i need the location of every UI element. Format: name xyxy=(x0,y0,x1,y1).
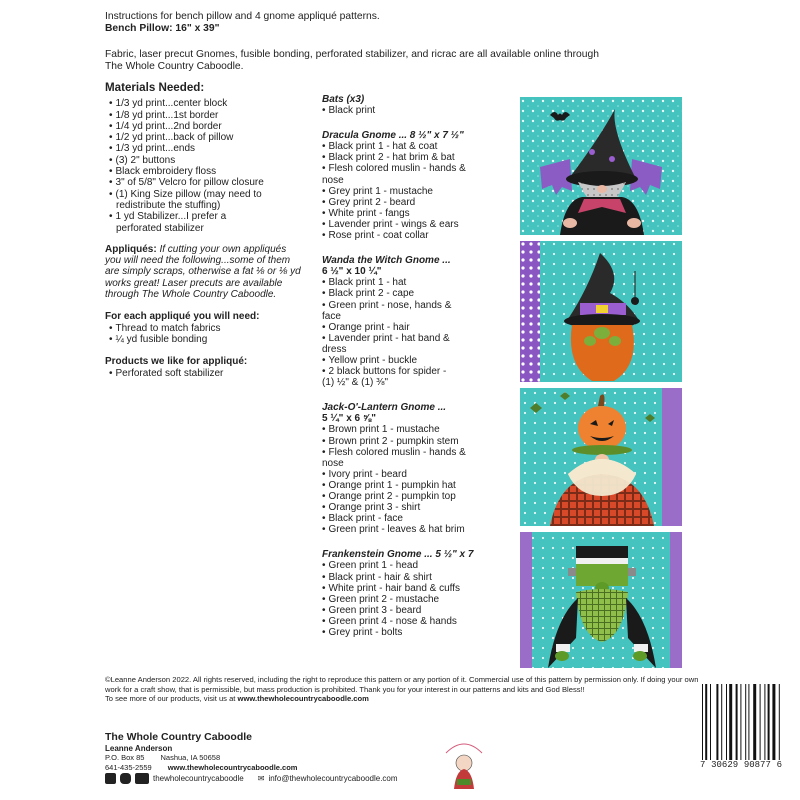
frankenstein-gnome-image xyxy=(520,532,682,668)
gnome-title: Jack-O'-Lantern Gnome ... xyxy=(322,402,447,414)
gnome-list xyxy=(322,424,517,535)
list-item: • Black print 2 - cape xyxy=(322,288,517,299)
gnome-block-dracula xyxy=(322,130,517,241)
list-item: • 1/3 yd print...center block xyxy=(105,98,305,109)
gnome-title: Frankenstein Gnome ... 5 ½" x 7 xyxy=(322,549,474,561)
barcode-bar xyxy=(721,684,722,760)
list-item: (1) ½" & (1) ⅜" xyxy=(322,377,389,389)
barcode-first-digit: 7 xyxy=(700,760,706,770)
list-item: redistribute the stuffing) xyxy=(116,199,221,211)
list-item: • Flesh colored muslin - hands & xyxy=(322,447,517,458)
more-prefix: To see more of our products, visit us at xyxy=(105,694,238,704)
barcode-bar xyxy=(702,684,703,760)
intro-availability xyxy=(105,49,705,72)
gnome-title: Bats (x3) xyxy=(322,94,365,105)
list-item: • Lavender print - hat band & xyxy=(322,333,517,344)
each-applique-heading: For each appliqué you will need: xyxy=(105,311,260,323)
list-item: nose xyxy=(322,457,344,469)
gnome-block-bats xyxy=(322,94,517,116)
list-item: • Grey print 1 - mustache xyxy=(322,186,517,197)
mail-icon: ✉ xyxy=(257,773,265,783)
list-item: • Black print - hair & shirt xyxy=(322,572,517,583)
gnome-block-jack xyxy=(322,402,517,535)
list-item: • 1/3 yd print...ends xyxy=(105,143,305,154)
company-name: The Whole Country Caboodle xyxy=(105,731,252,743)
barcode-bar xyxy=(768,684,770,760)
address-row xyxy=(105,753,435,762)
company-website[interactable]: www.thewholecountrycaboodle.com xyxy=(167,762,298,772)
barcode-bar xyxy=(705,684,707,760)
list-item: • Rose print - coat collar xyxy=(322,230,517,241)
list-item: • Thread to match fabrics xyxy=(105,323,305,334)
barcode-last-digit: 6 xyxy=(776,760,782,770)
list-item: perforated stabilizer xyxy=(116,222,204,234)
list-item: • Black print 1 - hat xyxy=(322,277,517,288)
gnome-title: Dracula Gnome ... 8 ½" x 7 ½" xyxy=(322,130,464,142)
list-item: • Green print - nose, hands & xyxy=(322,300,517,311)
appliques-label: Appliqués: xyxy=(105,243,157,255)
list-item: • ¼ yd fusible bonding xyxy=(105,334,305,345)
list-item: • 3" of 5/8" Velcro for pillow closure xyxy=(105,177,305,188)
gnome-size: 5 ¼" x 6 ⅝" xyxy=(322,413,376,425)
email-address[interactable]: info@thewholecountrycaboodle.com xyxy=(268,773,398,783)
barcode-bar xyxy=(764,684,765,760)
list-item: • Green print 1 - head xyxy=(322,560,517,571)
list-item: • Black print 1 - hat & coat xyxy=(322,141,517,152)
company-info xyxy=(105,731,435,772)
barcode-bar xyxy=(760,684,761,760)
barcode-bar xyxy=(748,684,749,760)
intro-line: Instructions for bench pillow and 4 gnome appliqué patterns. xyxy=(105,11,380,22)
social-handle[interactable]: thewholecountrycaboodle xyxy=(153,773,244,783)
availability-line: Fabric, laser precut Gnomes, fusible bonding, perforated stabilizer, and ricrac are all available online through xyxy=(105,49,599,60)
list-item: • Orange print 2 - pumpkin top xyxy=(322,491,517,502)
list-item: • Orange print - hair xyxy=(322,322,517,333)
gnome-block-witch xyxy=(322,255,517,388)
list-item: • Brown print 1 - mustache xyxy=(322,424,517,435)
list-item: • (3) 2" buttons xyxy=(105,155,305,166)
list-item: • 1/2 yd print...back of pillow xyxy=(105,132,305,143)
list-item: • Flesh colored muslin - hands & xyxy=(322,163,517,174)
instagram-icon[interactable] xyxy=(120,773,131,784)
phone: 641-435-2559 xyxy=(105,762,152,772)
list-item: • Black print xyxy=(322,105,517,116)
gnome-block-frankenstein xyxy=(322,549,517,638)
list-item: • 1 yd Stabilizer...I prefer a xyxy=(105,211,305,222)
appliques-text: If cutting your own appliqués you will need the following...some of them are simply scraps, otherwise a fat ⅛ or ⅛ yd works great! Laser precuts are available through The Whole Country Caboodle. xyxy=(105,243,301,301)
barcode-right-group: 90877 xyxy=(743,760,771,770)
barcode-bar xyxy=(740,684,741,760)
each-applique-list xyxy=(105,323,305,346)
dracula-gnome-image xyxy=(520,97,682,235)
author-name: Leanne Anderson xyxy=(105,744,173,753)
barcode-bar xyxy=(716,684,718,760)
list-item: • 2 black buttons for spider - xyxy=(322,366,517,377)
materials-list xyxy=(105,98,305,234)
gnome-list xyxy=(322,141,517,241)
list-item: • (1) King Size pillow (may need to xyxy=(105,189,305,200)
witch-gnome-image xyxy=(520,241,682,382)
website-link[interactable]: www.thewholecountrycaboodle.com xyxy=(237,694,369,704)
company-logo xyxy=(440,735,488,791)
list-item: • White print - hair band & cuffs xyxy=(322,583,517,594)
list-item: • Lavender print - wings & ears xyxy=(322,219,517,230)
barcode-bar xyxy=(753,684,756,760)
list-item: • Black embroidery floss xyxy=(105,166,305,177)
gnome-list xyxy=(322,560,517,638)
list-item: • Green print 2 - mustache xyxy=(322,594,517,605)
gnome-materials-column xyxy=(322,94,517,652)
facebook-icon[interactable] xyxy=(105,773,116,784)
gnome-list xyxy=(322,105,517,116)
barcode-bar xyxy=(729,684,732,760)
products-list xyxy=(105,368,305,379)
city: Nashua, IA 50658 xyxy=(160,753,221,763)
barcode-bar xyxy=(772,684,775,760)
list-item: • Orange print 3 - shirt xyxy=(322,502,517,513)
gnome-list xyxy=(322,277,517,388)
list-item: • Green print 3 - beard xyxy=(322,605,517,616)
list-item: face xyxy=(322,310,341,322)
jack-o-lantern-gnome-image xyxy=(520,388,682,526)
materials-column xyxy=(105,82,305,379)
availability-line-2: The Whole Country Caboodle. xyxy=(105,60,244,72)
list-item: • Ivory print - beard xyxy=(322,469,517,480)
list-item: • Orange print 1 - pumpkin hat xyxy=(322,480,517,491)
bench-pillow-size: Bench Pillow: 16" x 39" xyxy=(105,22,220,34)
copyright-text: ©Leanne Anderson 2022. All rights reserved, including the right to reproduce this pattern or any portion of it. Commercial use of this pattern by permission only. If doing your own work for a craft show, that is permissible, but mass production is prohibited. Thank you for your interest in our patterns and kits and God Bless!! xyxy=(105,675,699,694)
list-item: nose xyxy=(322,174,344,186)
list-item: • Green print - leaves & hat brim xyxy=(322,524,517,535)
barcode xyxy=(700,684,782,776)
list-item: • Brown print 2 - pumpkin stem xyxy=(322,436,517,447)
list-item: dress xyxy=(322,343,347,355)
barcode-bar xyxy=(726,684,727,760)
list-item: • White print - fangs xyxy=(322,208,517,219)
po-box: P.O. Box 85 xyxy=(105,753,145,763)
list-item: • Black print - face xyxy=(322,513,517,524)
intro-block xyxy=(105,11,705,34)
list-item: • 1/4 yd print...2nd border xyxy=(105,121,305,132)
youtube-icon[interactable] xyxy=(135,773,149,784)
materials-heading: Materials Needed: xyxy=(105,81,205,94)
barcode-bar xyxy=(745,684,746,760)
list-item: • Yellow print - buckle xyxy=(322,355,517,366)
list-item: • Perforated soft stabilizer xyxy=(105,368,305,379)
barcode-left-group: 30629 xyxy=(711,760,739,770)
barcode-bar xyxy=(710,684,711,760)
barcode-bar xyxy=(736,684,738,760)
list-item: • Grey print - bolts xyxy=(322,627,517,638)
gnome-size: 6 ½" x 10 ¼" xyxy=(322,266,382,278)
list-item: • Green print 4 - nose & hands xyxy=(322,616,517,627)
list-item: • Black print 2 - hat brim & bat xyxy=(322,152,517,163)
list-item: • Grey print 2 - beard xyxy=(322,197,517,208)
barcode-bar xyxy=(779,684,780,760)
gnome-title: Wanda the Witch Gnome ... xyxy=(322,255,451,267)
copyright-note xyxy=(105,675,705,704)
appliques-note xyxy=(105,244,305,300)
products-heading: Products we like for appliqué: xyxy=(105,356,248,368)
social-row xyxy=(105,771,465,785)
list-item: • 1/8 yd print...1st border xyxy=(105,110,305,121)
